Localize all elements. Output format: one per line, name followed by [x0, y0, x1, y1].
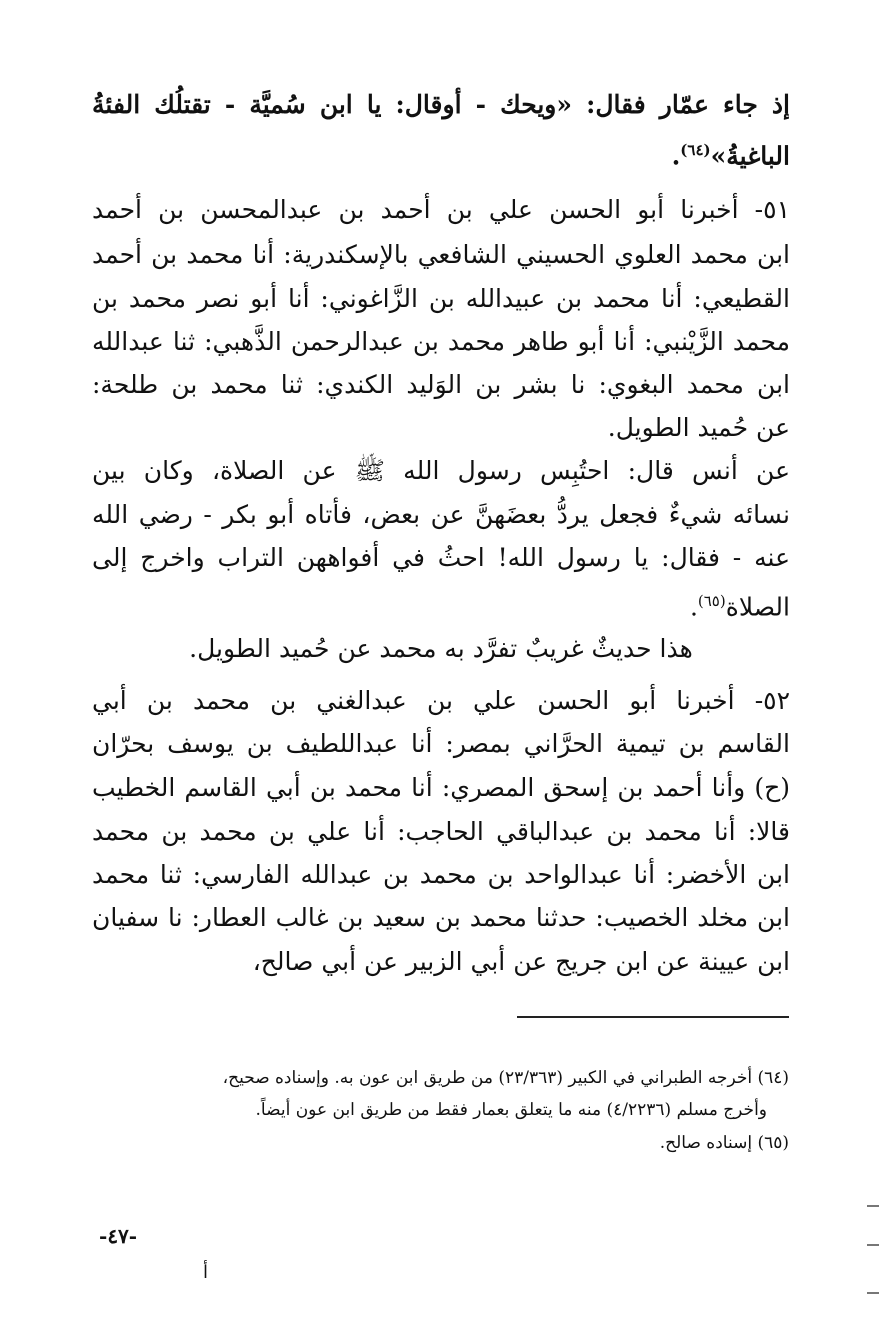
footnote-ref-64: (٦٤)	[680, 141, 711, 159]
intro-line-2	[92, 133, 790, 173]
hadith-52-line-4: قالا: أنا محمد بن عبدالباقي الحاجب: أنا علي بن محمد بن محمد	[92, 817, 790, 846]
stray-mark: أ	[203, 1262, 209, 1283]
anas-line-4-text: الصلاة	[725, 592, 790, 622]
hadith-52-line-7: ابن عيينة عن ابن جريج عن أبي الزبير عن أبي صالح،	[252, 947, 790, 976]
hadith-51-line-4: محمد الزَّيْنبي: أنا أبو طاهر محمد بن عبدالرحمن الذَّهبي: ثنا عبدالله	[92, 327, 790, 356]
hadith-52-line-1: ٥٢- أخبرنا أبو الحسن علي بن عبدالغني بن محمد بن أبي	[92, 686, 790, 715]
anas-line-4	[92, 584, 790, 624]
hadith-51-line-6: عن حُميد الطويل.	[607, 413, 790, 442]
hadith-comment: هذا حديثٌ غريبٌ تفرَّد به محمد عن حُميد الطويل.	[189, 634, 693, 663]
page-number: -٤٧-	[99, 1224, 138, 1248]
hadith-52-line-6: ابن مخلد الخصيب: حدثنا محمد بن سعيد بن غالب العطار: نا سفيان	[92, 903, 790, 932]
footnote-separator	[517, 1016, 789, 1018]
hadith-51-line-2: ابن محمد العلوي الحسيني الشافعي بالإسكندرية: أنا محمد بن أحمد	[92, 240, 790, 269]
scan-edge-mark	[867, 1244, 879, 1246]
intro-line-2-end: .	[671, 141, 681, 171]
hadith-52-line-5: ابن الأخضر: أنا عبدالواحد بن محمد بن عبدالله الفارسي: ثنا محمد	[92, 860, 790, 889]
hadith-51-line-3: القطيعي: أنا محمد بن عبيدالله بن الزَّاغوني: أنا أبو نصر محمد بن	[92, 284, 790, 313]
anas-line-1: عن أنس قال: احتُبِس رسول الله ﷺ عن الصلاة، وكان بين	[92, 456, 790, 485]
footnote-ref-65: (٦٥)	[697, 592, 726, 610]
scan-edge-mark	[867, 1292, 879, 1294]
anas-line-2: نسائه شيءٌ فجعل يردُّ بعضَهنَّ عن بعض، فأتاه أبو بكر - رضي الله	[92, 500, 790, 529]
footnote-64-line-1: (٦٤) أخرجه الطبراني في الكبير (٢٣/٣٦٣) من طريق ابن عون به. وإسناده صحيح،	[222, 1068, 789, 1088]
hadith-51-line-1: ٥١- أخبرنا أبو الحسن علي بن أحمد بن عبدالمحسن بن أحمد	[92, 195, 790, 224]
intro-line-1: إذ جاء عمّار فقال: «ويحك - أوقال: يا ابن سُميَّة - تقتلُك الفئةُ	[92, 90, 790, 119]
anas-line-4-end: .	[689, 592, 698, 622]
hadith-51-line-5: ابن محمد البغوي: نا بشر بن الوَليد الكندي: ثنا محمد بن طلحة:	[92, 370, 790, 399]
hadith-52-line-2: القاسم بن تيمية الحرَّاني بمصر: أنا عبداللطيف بن يوسف بحرّان	[92, 729, 790, 758]
anas-line-3: عنه - فقال: يا رسول الله! احثُ في أفواههن التراب واخرج إلى	[92, 543, 790, 572]
intro-line-2-text: الباغيةُ»	[710, 141, 790, 171]
footnote-64-line-2: وأخرج مسلم (٤/٢٢٣٦) منه ما يتعلق بعمار فقط من طريق ابن عون أيضاً.	[255, 1100, 767, 1120]
scan-edge-mark	[867, 1205, 879, 1207]
hadith-52-line-3: (ح) وأنا أحمد بن إسحق المصري: أنا محمد بن أبي القاسم الخطيب	[92, 773, 790, 802]
footnote-65: (٦٥) إسناده صالح.	[659, 1133, 789, 1153]
